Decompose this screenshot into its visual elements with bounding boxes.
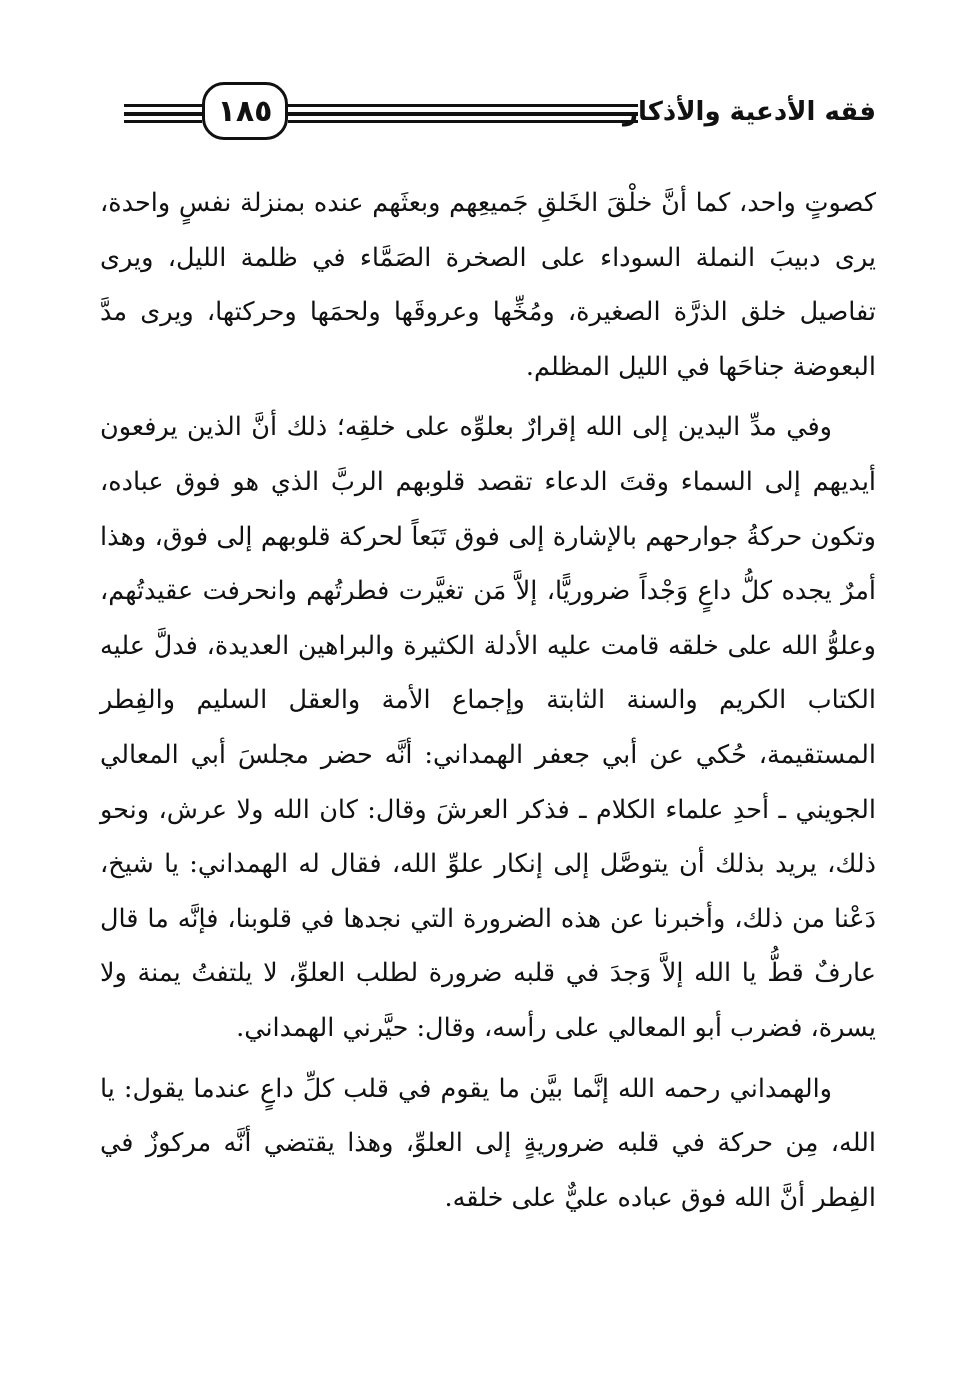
header-rule xyxy=(124,120,202,123)
page-body xyxy=(100,176,876,1231)
paragraph: وفي مدِّ اليدين إلى الله إقرارٌ بعلوِّه على خلقِه؛ ذلك أنَّ الذين يرفعون أيديهم إلى السماء وقتَ الدعاء تقصد قلوبهم الربَّ الذي هو فوق عباده، وتكون حركةُ جوارحهم بالإشارة إلى فوق تَبَعاً لحركة قلوبهم إلى فوق، وهذا أمرٌ يجده كلُّ داعٍ وَجْداً ضروريًّا، إلاَّ مَن تغيَّرت فطرتُهم وانحرفت عقيدتُهم، وعلوُّ الله على خلقه قامت عليه الأدلة الكثيرة والبراهين العديدة، فدلَّ عليه الكتاب الكريم والسنة الثابتة وإجماع الأمة والعقل السليم والفِطر المستقيمة، حُكي عن أبي جعفر الهمداني: أنَّه حضر مجلسَ أبي المعالي الجويني ـ أحدِ علماء الكلام ـ فذكر العرشَ وقال: كان الله ولا عرش، ونحو ذلك، يريد بذلك أن يتوصَّل إلى إنكار علوِّ الله، فقال له الهمداني: يا شيخ، دَعْنا من ذلك، وأخبرنا عن هذه الضرورة التي نجدها في قلوبنا، فإنَّه ما قال عارفٌ قطُّ يا الله إلاَّ وَجدَ في قلبه ضرورة لطلب العلوِّ، لا يلتفتُ يمنة ولا يسرة، فضرب أبو المعالي على رأسه، وقال: حيَّرني الهمداني. xyxy=(100,412,876,1043)
header-rule xyxy=(124,112,202,116)
paragraph: كصوتٍ واحد، كما أنَّ خلْقَ الخَلقِ جَميعِهم وبعثَهم عنده بمنزلة نفسٍ واحدة، يرى دبيبَ النملة السوداء على الصخرة الصَمَّاء في ظلمة الليل، ويرى تفاصيل خلق الذرَّة الصغيرة، ومُخِّها وعروقَها ولحمَها وحركتها، ويرى مدَّ البعوضة جناحَها في الليل المظلم. xyxy=(100,188,876,382)
header-rule xyxy=(288,104,638,107)
book-title: فقه الأدعية والأذكار xyxy=(623,97,876,127)
header-rule xyxy=(288,112,638,116)
page-header xyxy=(124,82,876,146)
page-number: ١٨٥ xyxy=(202,82,288,140)
paragraph: والهمداني رحمه الله إنَّما بيَّن ما يقوم في قلب كلِّ داعٍ عندما يقول: يا الله، مِن حركة في قلبه ضروريةٍ إلى العلوِّ، وهذا يقتضي أنَّه مركوزٌ في الفِطر أنَّ الله فوق عباده عليٌّ على خلقه. xyxy=(100,1073,876,1213)
header-rule xyxy=(288,120,638,123)
header-rule xyxy=(124,104,202,107)
